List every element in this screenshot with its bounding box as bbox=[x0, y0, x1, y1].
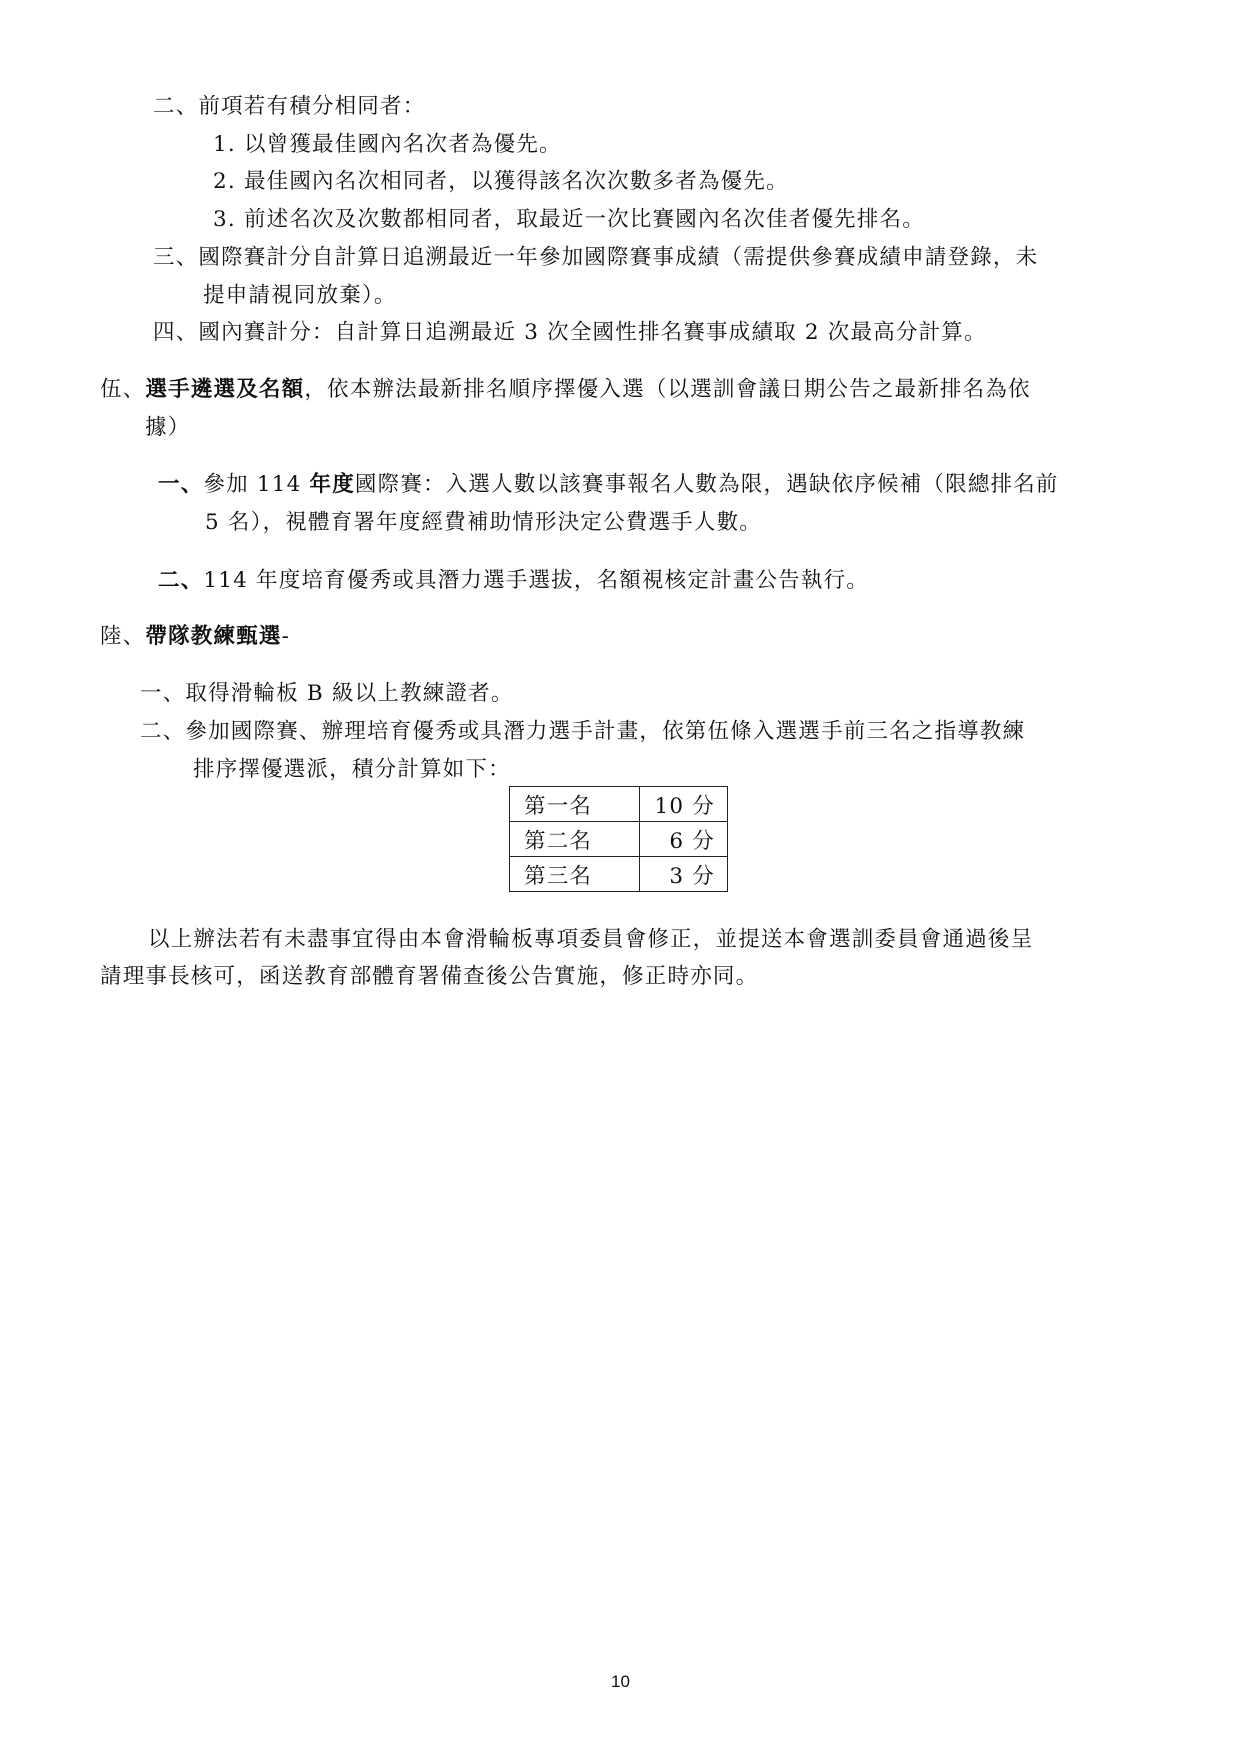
item2-sub1: 1. 以曾獲最佳國內名次者為優先。 bbox=[213, 132, 562, 157]
score-table bbox=[509, 786, 728, 892]
item3-line2: 提申請視同放棄）。 bbox=[203, 283, 397, 308]
item4: 四、國內賽計分：自計算日追溯最近 3 次全國性排名賽事成績取 2 次最高分計算。 bbox=[153, 320, 987, 345]
item2-title: 二、前項若有積分相同者： bbox=[153, 94, 426, 119]
section5-item2-text: 114 年度培育優秀或具潛力選手選拔，名額視核定計畫公告執行。 bbox=[203, 568, 869, 593]
section5-item1-line1 bbox=[158, 470, 1059, 500]
section5-prefix: 伍、 bbox=[100, 377, 146, 402]
table-row bbox=[510, 822, 728, 857]
section6-prefix: 陸、 bbox=[100, 624, 146, 649]
section5-item1-text-b: 年度 bbox=[309, 472, 355, 497]
item2-sub2: 2. 最佳國內名次相同者，以獲得該名次次數多者為優先。 bbox=[213, 169, 789, 194]
section6-item2-line1: 二、參加國際賽、辦理培育優秀或具潛力選手計畫，依第伍條入選選手前三名之指導教練 bbox=[140, 719, 1026, 744]
section5-title: 選手遴選及名額 bbox=[145, 377, 305, 402]
rank-cell: 第一名 bbox=[510, 787, 640, 822]
closing-line1: 以上辦法若有未盡事宜得由本會滑輪板專項委員會修正，並提送本會選訓委員會通過後呈 bbox=[148, 927, 1034, 952]
table-row bbox=[510, 857, 728, 892]
section6-title: 帶隊教練甄選 bbox=[145, 624, 282, 649]
rank-cell: 第三名 bbox=[510, 857, 640, 892]
page-number: 10 bbox=[611, 1672, 630, 1691]
item2-sub3: 3. 前述名次及次數都相同者，取最近一次比賽國內名次佳者優先排名。 bbox=[213, 207, 925, 232]
points-cell: 10 分 bbox=[640, 787, 728, 822]
section6-heading bbox=[100, 622, 290, 652]
rank-cell: 第二名 bbox=[510, 822, 640, 857]
table-row bbox=[510, 787, 728, 822]
section5-item2-number: 二、 bbox=[158, 568, 204, 593]
points-cell: 6 分 bbox=[640, 822, 728, 857]
section5-heading bbox=[100, 375, 1031, 405]
section5-heading-rest: ，依本辦法最新排名順序擇優入選（以選訓會議日期公告之最新排名為依 bbox=[304, 377, 1031, 402]
closing-line2: 請理事長核可，函送教育部體育署備查後公告實施，修正時亦同。 bbox=[100, 964, 759, 989]
section6-dash: - bbox=[281, 624, 291, 649]
item3-line1: 三、國際賽計分自計算日追溯最近一年參加國際賽事成績（需提供參賽成績申請登錄，未 bbox=[153, 245, 1039, 270]
section5-item1-text-a: 參加 114 bbox=[203, 472, 310, 497]
section5-item1-number: 一、 bbox=[158, 472, 204, 497]
points-cell: 3 分 bbox=[640, 857, 728, 892]
section5-item1-line2: 5 名），視體育署年度經費補助情形決定公費選手人數。 bbox=[205, 510, 762, 535]
section6-item1: 一、取得滑輪板 B 級以上教練證者。 bbox=[140, 681, 514, 706]
section5-heading-line2: 據） bbox=[145, 415, 191, 440]
section5-item2 bbox=[158, 566, 869, 596]
section6-item2-line2: 排序擇優選派，積分計算如下： bbox=[193, 757, 511, 782]
section5-item1-text-c: 國際賽：入選人數以該賽事報名人數為限，遇缺依序候補（限總排名前 bbox=[354, 472, 1059, 497]
